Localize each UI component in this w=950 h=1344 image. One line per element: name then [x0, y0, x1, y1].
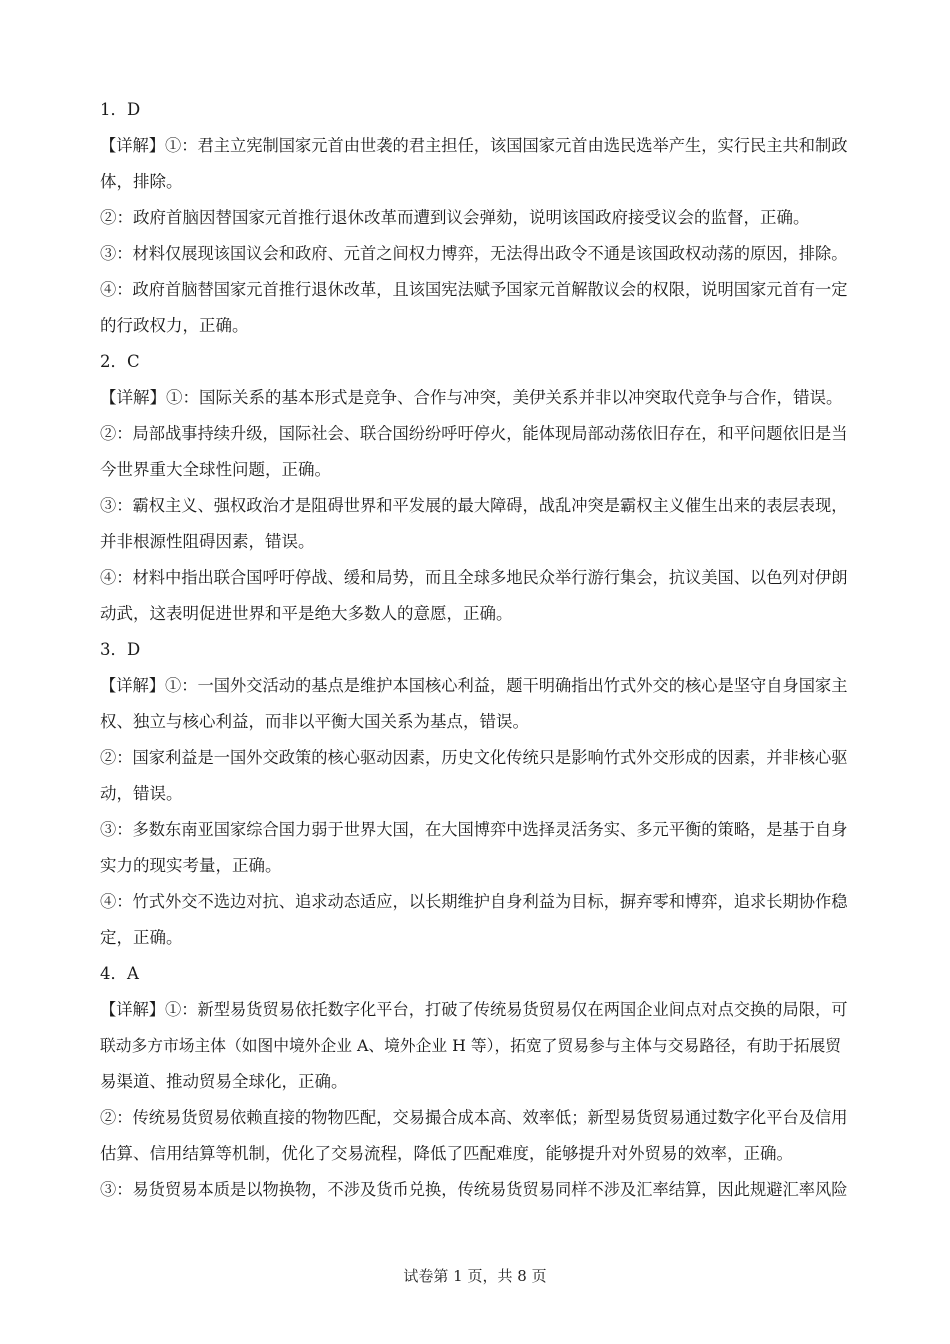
explanation-line: 【详解】①：君主立宪制国家元首由世袭的君主担任，该国国家元首由选民选举产生，实行民主共和制政 [100, 136, 848, 155]
explanation-line: ③：材料仅展现该国议会和政府、元首之间权力博弈，无法得出政令不通是该国政权动荡的原因，排除。 [100, 244, 848, 263]
question-block-2 [100, 344, 852, 632]
explanation-line: 【详解】①：国际关系的基本形式是竞争、合作与冲突，美伊关系并非以冲突取代竞争与合作，错误。 [100, 388, 843, 407]
explanation-line: ④：竹式外交不选边对抗、追求动态适应，以长期维护自身利益为目标，摒弃零和博弈，追求长期协作稳 [100, 892, 848, 911]
question-answer-2: 2．C [100, 352, 140, 371]
explanation-line: ③：易货贸易本质是以物换物，不涉及货币兑换，传统易货贸易同样不涉及汇率结算，因此规避汇率风险 [100, 1180, 848, 1199]
explanation-line: 今世界重大全球性问题，正确。 [100, 460, 331, 479]
question-answer-4: 4．A [100, 964, 139, 983]
question-block-3 [100, 632, 852, 956]
explanation-line: 联动多方市场主体（如图中境外企业 A、境外企业 H 等），拓宽了贸易参与主体与交易路径，有助于拓展贸 [100, 1036, 842, 1055]
explanation-line: 动，错误。 [100, 784, 183, 803]
explanation-line: 易渠道、推动贸易全球化，正确。 [100, 1072, 348, 1091]
explanation-line: 实力的现实考量，正确。 [100, 856, 282, 875]
explanation-line: ②：国家利益是一国外交政策的核心驱动因素，历史文化传统只是影响竹式外交形成的因素，并非核心驱 [100, 748, 848, 767]
explanation-line: 【详解】①：新型易货贸易依托数字化平台，打破了传统易货贸易仅在两国企业间点对点交换的局限，可 [100, 1000, 848, 1019]
explanation-line: 的行政权力，正确。 [100, 316, 249, 335]
explanation-line: 权、独立与核心利益，而非以平衡大国关系为基点，错误。 [100, 712, 529, 731]
explanation-line: ②：局部战事持续升级，国际社会、联合国纷纷呼吁停火，能体现局部动荡依旧存在，和平问题依旧是当 [100, 424, 848, 443]
answer-sheet [100, 92, 852, 1208]
explanation-line: 【详解】①：一国外交活动的基点是维护本国核心利益，题干明确指出竹式外交的核心是坚守自身国家主 [100, 676, 848, 695]
explanation-line: ③：多数东南亚国家综合国力弱于世界大国，在大国博弈中选择灵活务实、多元平衡的策略，是基于自身 [100, 820, 848, 839]
explanation-line: 并非根源性阻碍因素，错误。 [100, 532, 315, 551]
question-block-1 [100, 92, 852, 344]
explanation-line: 估算、信用结算等机制，优化了交易流程，降低了匹配难度，能够提升对外贸易的效率，正确。 [100, 1144, 793, 1163]
question-answer-1: 1．D [100, 100, 141, 119]
question-block-4 [100, 956, 852, 1208]
explanation-line: ④：材料中指出联合国呼吁停战、缓和局势，而且全球多地民众举行游行集会，抗议美国、以色列对伊朗 [100, 568, 848, 587]
question-answer-3: 3．D [100, 640, 141, 659]
explanation-line: ③：霸权主义、强权政治才是阻碍世界和平发展的最大障碍，战乱冲突是霸权主义催生出来的表层表现， [100, 496, 848, 515]
explanation-line: ④：政府首脑替国家元首推行退休改革，且该国宪法赋予国家元首解散议会的权限，说明国家元首有一定 [100, 280, 848, 299]
page-footer: 试卷第 1 页，共 8 页 [403, 1267, 547, 1285]
explanation-line: 体，排除。 [100, 172, 183, 191]
explanation-line: 定，正确。 [100, 928, 183, 947]
explanation-line: ②：传统易货贸易依赖直接的物物匹配，交易撮合成本高、效率低；新型易货贸易通过数字化平台及信用 [100, 1108, 848, 1127]
explanation-line: ②：政府首脑因替国家元首推行退休改革而遭到议会弹劾，说明该国政府接受议会的监督，正确。 [100, 208, 810, 227]
explanation-line: 动武，这表明促进世界和平是绝大多数人的意愿，正确。 [100, 604, 513, 623]
